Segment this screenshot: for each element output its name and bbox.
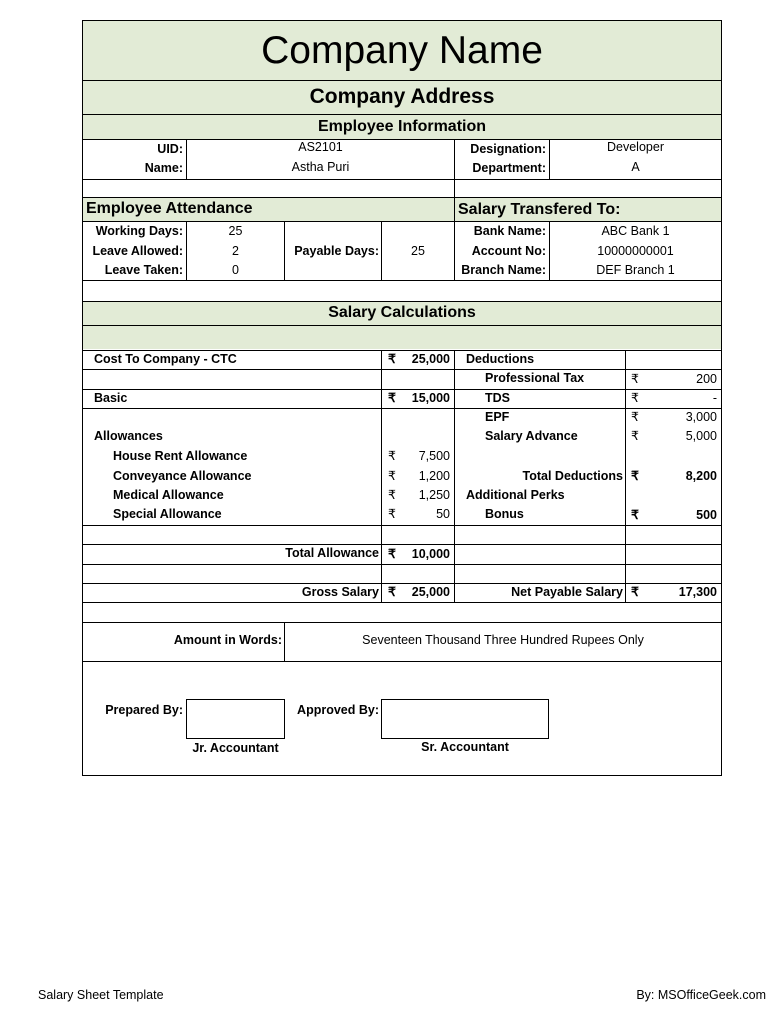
company-name: Company Name: [261, 29, 543, 72]
currency-symbol: ₹: [388, 469, 396, 483]
designation-label: Designation:: [470, 142, 546, 156]
leave-taken-label: Leave Taken:: [104, 263, 183, 277]
special-label: Special Allowance: [113, 507, 222, 521]
advance-value: 5,000: [685, 429, 717, 443]
special-value: 50: [436, 507, 450, 521]
basic-label: Basic: [94, 391, 128, 405]
net-value: 17,300: [678, 585, 717, 599]
deductions-label: Deductions: [466, 352, 535, 366]
account-no-value: 10000000001: [597, 244, 674, 258]
epf-value: 3,000: [685, 410, 717, 424]
currency-symbol: ₹: [631, 372, 639, 386]
conveyance-label: Conveyance Allowance: [113, 469, 252, 483]
allowances-label: Allowances: [94, 429, 163, 443]
salary-sheet: [82, 20, 722, 776]
medical-label: Medical Allowance: [113, 488, 224, 502]
approved-by-role: Sr. Accountant: [421, 740, 509, 754]
footer-credit: By: MSOfficeGeek.com: [636, 988, 766, 1002]
currency-symbol: ₹: [388, 507, 396, 521]
currency-symbol: ₹: [388, 547, 396, 561]
total-allowance-label: Total Allowance: [285, 546, 379, 560]
currency-symbol: ₹: [631, 391, 639, 405]
transfer-title: Salary Transfered To:: [458, 201, 621, 218]
name-value: Astha Puri: [291, 160, 350, 174]
hra-label: House Rent Allowance: [113, 449, 248, 463]
leave-allowed-label: Leave Allowed:: [92, 244, 183, 258]
tds-label: TDS: [485, 391, 510, 405]
perks-label: Additional Perks: [466, 488, 565, 502]
bonus-value: 500: [696, 508, 717, 522]
total-deductions-label: Total Deductions: [522, 469, 623, 483]
bonus-label: Bonus: [485, 507, 524, 521]
epf-label: EPF: [485, 410, 510, 424]
department-label: Department:: [472, 161, 546, 175]
currency-symbol: ₹: [388, 352, 396, 366]
advance-label: Salary Advance: [485, 429, 578, 443]
branch-name-value: DEF Branch 1: [596, 263, 675, 277]
basic-value: 15,000: [411, 391, 450, 405]
ctc-label: Cost To Company - CTC: [94, 352, 237, 366]
currency-symbol: ₹: [631, 429, 639, 443]
account-no-label: Account No:: [471, 244, 546, 258]
approved-by-label: Approved By:: [297, 703, 379, 717]
ctc-value: 25,000: [411, 352, 450, 366]
leave-allowed-value: 2: [232, 244, 239, 258]
prepared-by-label: Prepared By:: [105, 703, 183, 717]
designation-value: Developer: [607, 140, 664, 154]
hra-value: 7,500: [418, 449, 450, 463]
amount-words-label: Amount in Words:: [173, 633, 282, 647]
leave-taken-value: 0: [232, 263, 239, 277]
currency-symbol: ₹: [631, 469, 639, 483]
bank-name-value: ABC Bank 1: [601, 224, 670, 238]
approved-by-signature-box[interactable]: [381, 699, 549, 739]
attendance-title: Employee Attendance: [86, 200, 253, 217]
footer-template-name: Salary Sheet Template: [38, 988, 164, 1002]
currency-symbol: ₹: [388, 449, 396, 463]
currency-symbol: ₹: [631, 410, 639, 424]
employee-info-title: Employee Information: [317, 118, 487, 135]
prof-tax-label: Professional Tax: [485, 371, 585, 385]
currency-symbol: ₹: [631, 508, 639, 522]
working-days-label: Working Days:: [95, 224, 183, 238]
amount-words-value: Seventeen Thousand Three Hundred Rupees Only: [362, 633, 644, 647]
uid-value: AS2101: [298, 140, 343, 154]
department-value: A: [631, 160, 640, 174]
currency-symbol: ₹: [388, 585, 396, 599]
working-days-value: 25: [228, 224, 243, 238]
net-label: Net Payable Salary: [511, 585, 623, 599]
gross-value: 25,000: [411, 585, 450, 599]
total-allowance-value: 10,000: [411, 547, 450, 561]
branch-name-label: Branch Name:: [461, 263, 546, 277]
prepared-by-role: Jr. Accountant: [192, 741, 279, 755]
company-address: Company Address: [309, 85, 495, 108]
uid-label: UID:: [157, 142, 183, 156]
salary-calc-title: Salary Calculations: [328, 304, 476, 321]
currency-symbol: ₹: [388, 391, 396, 405]
prepared-by-signature-box[interactable]: [186, 699, 285, 739]
bank-name-label: Bank Name:: [473, 224, 546, 238]
currency-symbol: ₹: [631, 585, 639, 599]
total-deductions-value: 8,200: [685, 469, 717, 483]
gross-label: Gross Salary: [301, 585, 379, 599]
prof-tax-value: 200: [696, 372, 717, 386]
currency-symbol: ₹: [388, 488, 396, 502]
name-label: Name:: [144, 161, 183, 175]
payable-days-label: Payable Days:: [294, 244, 379, 258]
payable-days-value: 25: [411, 244, 425, 258]
medical-value: 1,250: [418, 488, 450, 502]
tds-value: -: [712, 391, 717, 405]
conveyance-value: 1,200: [418, 469, 450, 483]
